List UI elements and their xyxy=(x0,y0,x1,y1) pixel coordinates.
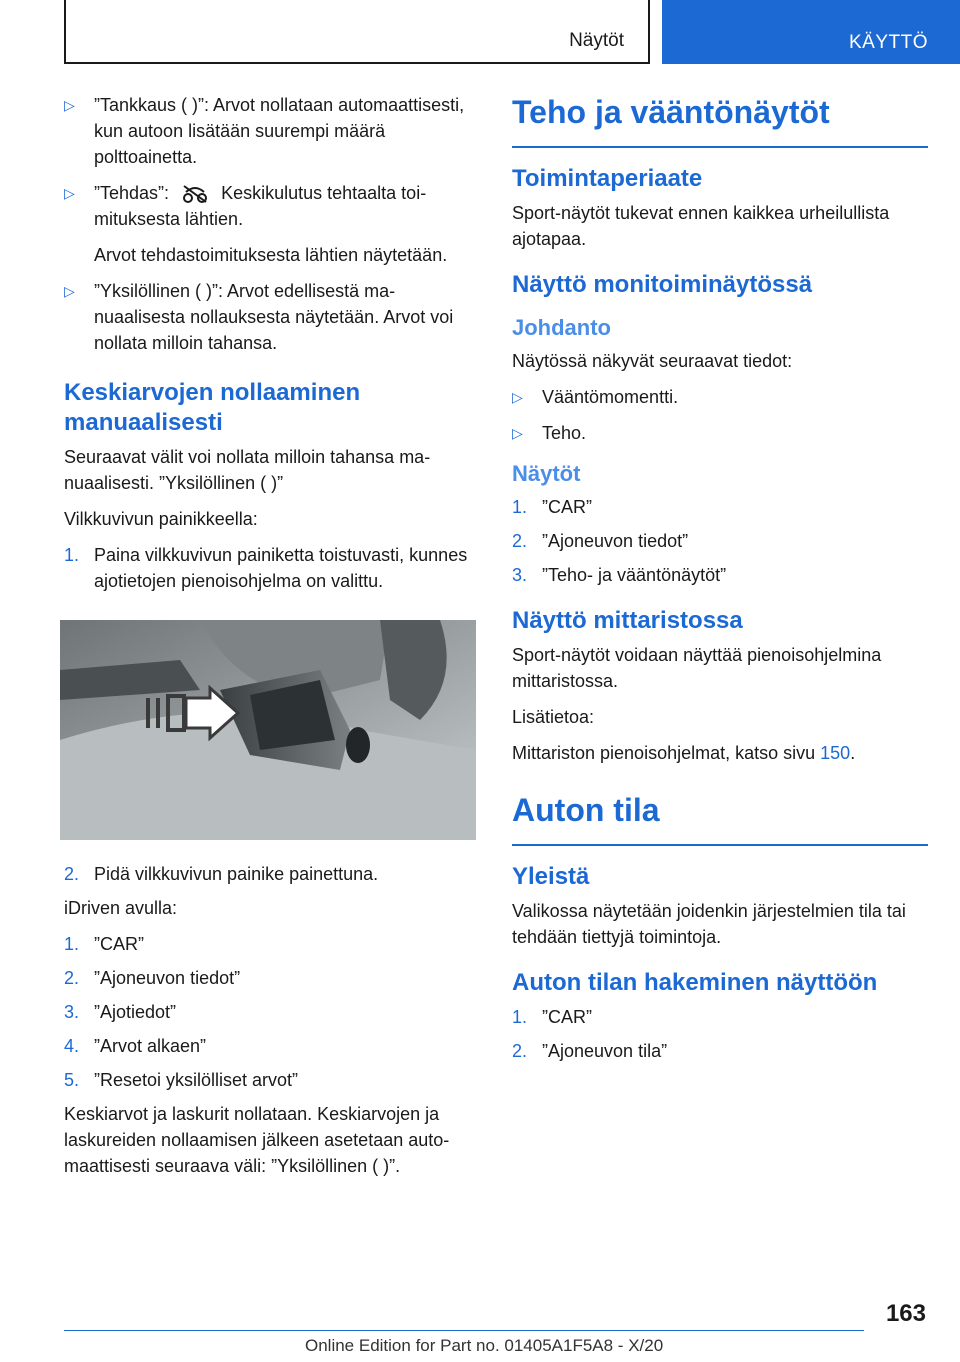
paragraph: Vilkkuvivun painikkeella: xyxy=(64,509,258,529)
section-heading: Näyttö monitoiminäytössä xyxy=(512,271,813,298)
list-item: 1. ”CAR” xyxy=(512,1004,928,1030)
turn-signal-lever-photo xyxy=(60,620,476,840)
list-item: 2. ”Ajoneuvon tila” xyxy=(512,1038,928,1064)
subsection-heading: Näytöt xyxy=(512,461,581,486)
header-section-title: Näytöt xyxy=(569,30,624,51)
list-item: ▷ Teho. xyxy=(512,420,928,446)
bullet-triangle-icon: ▷ xyxy=(512,425,523,441)
footer-edition: Online Edition for Part no. 01405A1F5A8 - X/20 xyxy=(305,1336,664,1355)
eco-leaf-icon xyxy=(180,184,210,204)
paragraph: Näytössä näkyvät seuraavat tiedot: xyxy=(512,351,793,371)
section-heading: Toimintaperiaate xyxy=(512,165,703,192)
paragraph: Seuraavat välit voi nollata milloin tahansa manuaalisesti. ”Yksilöllinen ( )” xyxy=(64,447,431,493)
paragraph: Keskiarvot ja laskurit nollataan. Keskiarvojen ja laskureiden nollaamisen jälkeen asetetaan automaattisesti seuraava väli: ”Yksilöllinen ( )”. xyxy=(64,1104,450,1176)
paragraph: Mittariston pienoisohjelmat, katso sivu 150. xyxy=(512,743,856,763)
paragraph: Lisätietoa: xyxy=(512,707,595,727)
step-number: 4. xyxy=(64,1036,80,1056)
list-item: ▷ ”Yksilöllinen ( )”: Arvot edellisestä manuaalisesta nollauksesta näytetään. Arvot voi nollata milloin tahansa. xyxy=(64,278,476,356)
step-number: 1. xyxy=(512,497,528,517)
list-item: 3. ”Ajotiedot” xyxy=(64,999,476,1025)
step-number: 1. xyxy=(512,1007,528,1027)
left-column xyxy=(64,92,476,1189)
subsection-heading: Johdanto xyxy=(512,315,611,340)
paragraph: iDriven avulla: xyxy=(64,898,178,918)
list-item: ▷ ”Tankkaus ( )”: Arvot nollataan automaattisesti, kun autoon lisätään suurempi määrä polttoainetta. xyxy=(64,92,476,170)
header-section-box xyxy=(64,0,650,64)
chapter-title: Auton tila xyxy=(512,790,928,846)
bullet-triangle-icon: ▷ xyxy=(64,283,75,299)
list-item: ▷ Vääntömomentti. xyxy=(512,384,928,410)
list-item: ▷ ”Tehdas”: Keskikulutus tehtaalta toimituksesta lähtien. xyxy=(64,180,476,232)
header-chapter-title: KÄYTTÖ xyxy=(848,32,928,53)
step-number: 2. xyxy=(64,864,80,884)
bullet-triangle-icon: ▷ xyxy=(64,185,75,201)
list-item-subtext: Arvot tehdastoimituksesta lähtien näytetään. xyxy=(94,245,448,265)
list-item: 2. Pidä vilkkuvivun painike painettuna. xyxy=(64,861,476,887)
footer-divider xyxy=(64,1330,864,1331)
list-item: 2. ”Ajoneuvon tiedot” xyxy=(64,965,476,991)
step-number: 2. xyxy=(512,531,528,551)
step-number: 1. xyxy=(64,934,80,954)
list-item: 1. Paina vilkkuvivun painiketta toistuvasti, kunnes ajotietojen pienoisohjelma on valittu. xyxy=(64,542,476,594)
page-number: 163 xyxy=(885,1300,926,1327)
list-item: 3. ”Teho- ja vääntönäytöt” xyxy=(512,562,928,588)
bullet-triangle-icon: ▷ xyxy=(64,97,75,113)
section-heading: Yleistä xyxy=(512,863,590,890)
chapter-title: Teho ja vääntönäytöt xyxy=(512,92,928,148)
step-number: 2. xyxy=(512,1041,528,1061)
list-item: 2. ”Ajoneuvon tiedot” xyxy=(512,528,928,554)
header-chapter-tab xyxy=(662,0,960,64)
list-item: 1. ”CAR” xyxy=(512,494,928,520)
step-number: 3. xyxy=(64,1002,80,1022)
section-heading: Keskiarvojen nollaaminen manuaalisesti xyxy=(64,379,361,436)
right-column xyxy=(512,92,928,1072)
paragraph: Sport-näytöt voidaan näyttää pienoisohjelmina mittaristossa. xyxy=(512,645,882,691)
paragraph: Valikossa näytetään joidenkin järjestelmien tila tai tehdään tiettyjä toimintoja. xyxy=(512,901,906,947)
section-heading: Auton tilan hakeminen näyttöön xyxy=(512,969,878,996)
page-reference-link[interactable]: 150 xyxy=(820,743,851,763)
list-item: 4. ”Arvot alkaen” xyxy=(64,1033,476,1059)
bullet-triangle-icon: ▷ xyxy=(512,389,523,405)
paragraph: Sport-näytöt tukevat ennen kaikkea urheilullista ajotapaa. xyxy=(512,203,890,249)
list-item: 1. ”CAR” xyxy=(64,931,476,957)
list-item: 5. ”Resetoi yksilölliset arvot” xyxy=(64,1067,476,1093)
step-number: 3. xyxy=(512,565,528,585)
step-number: 1. xyxy=(64,545,80,565)
step-number: 5. xyxy=(64,1070,80,1090)
step-number: 2. xyxy=(64,968,80,988)
section-heading: Näyttö mittaristossa xyxy=(512,607,743,634)
